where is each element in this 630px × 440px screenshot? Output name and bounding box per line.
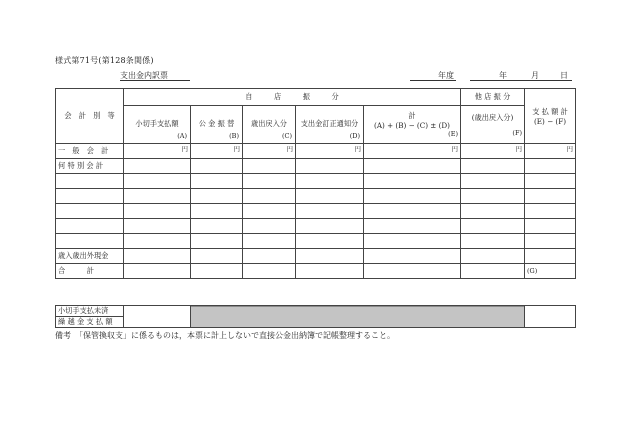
table-row — [56, 174, 576, 189]
document-title: 支出金内訳票 — [120, 71, 168, 80]
col-sum-code: (E) — [448, 130, 458, 138]
table-row — [56, 189, 576, 204]
col-refund: 歳出戻入分 (C) — [243, 106, 296, 144]
yen-mark: 円 — [124, 144, 191, 159]
group-own-branch: 自 店 振 分 — [124, 89, 461, 106]
col-other-code: (F) — [512, 128, 522, 137]
col-check: 小切手支払額 (A) — [124, 106, 191, 144]
table-row — [56, 234, 576, 249]
yen-mark: 円 — [296, 144, 364, 159]
fiscal-year-label: 年度 — [438, 71, 454, 80]
date-day-label: 日 — [560, 71, 568, 80]
row-label: 合 計 — [56, 264, 124, 279]
date-month-label: 月 — [531, 71, 539, 80]
col-other-sub: (歳出戻入分) — [471, 112, 514, 122]
col-total-pay — [525, 89, 576, 144]
title-underline — [120, 80, 190, 81]
row-label: 何 特 別 会 計 — [56, 159, 124, 174]
col-account: 会 計 別 等 — [56, 89, 124, 144]
table-row — [56, 144, 576, 159]
yen-mark: 円 — [243, 144, 296, 159]
table-row — [56, 204, 576, 219]
col-transfer: 公 金 振 替 (B) — [191, 106, 243, 144]
col-correction: 支出金訂正通知分 (D) — [296, 106, 364, 144]
date-underline — [470, 80, 572, 81]
col-sum-formula: (A) + (B) − (C) ± (D) — [374, 121, 450, 130]
table-row — [56, 219, 576, 234]
group-other-branch: 他 店 振 分 — [461, 89, 525, 106]
hatched-area — [191, 306, 525, 328]
fiscal-year-underline — [410, 80, 456, 81]
col-total-pay-code: (E) − (F) — [533, 116, 567, 126]
g-code: (G) — [525, 264, 576, 279]
bottom-row1-label: 小切手支払未済 — [56, 306, 124, 317]
uncleared-check-table — [55, 305, 576, 328]
row-label: 一 般 会 計 — [56, 144, 124, 159]
table-row — [56, 249, 576, 264]
yen-mark: 円 — [461, 144, 525, 159]
col-other-refund — [461, 106, 525, 144]
row-label: 歳入歳出外現金 — [56, 249, 124, 264]
date-year-label: 年 — [499, 71, 507, 80]
remark-note: 備考 「保管換収支」に係るものは，本票に計上しないで直接公金出納簿で記帳整理すること。 — [55, 331, 395, 340]
expenditure-breakdown-table — [55, 88, 576, 279]
table-row-total — [56, 264, 576, 279]
yen-mark: 円 — [364, 144, 461, 159]
bottom-row2-label: 繰 越 金 支 払 額 — [56, 317, 124, 328]
col-sum — [364, 106, 461, 144]
col-sum-label: 計 — [408, 111, 416, 120]
col-total-pay-label: 支 払 額 計 — [532, 106, 568, 116]
yen-mark: 円 — [525, 144, 576, 159]
yen-mark: 円 — [191, 144, 243, 159]
form-id: 様式第71号(第128条関係) — [55, 56, 154, 65]
table-row — [56, 159, 576, 174]
